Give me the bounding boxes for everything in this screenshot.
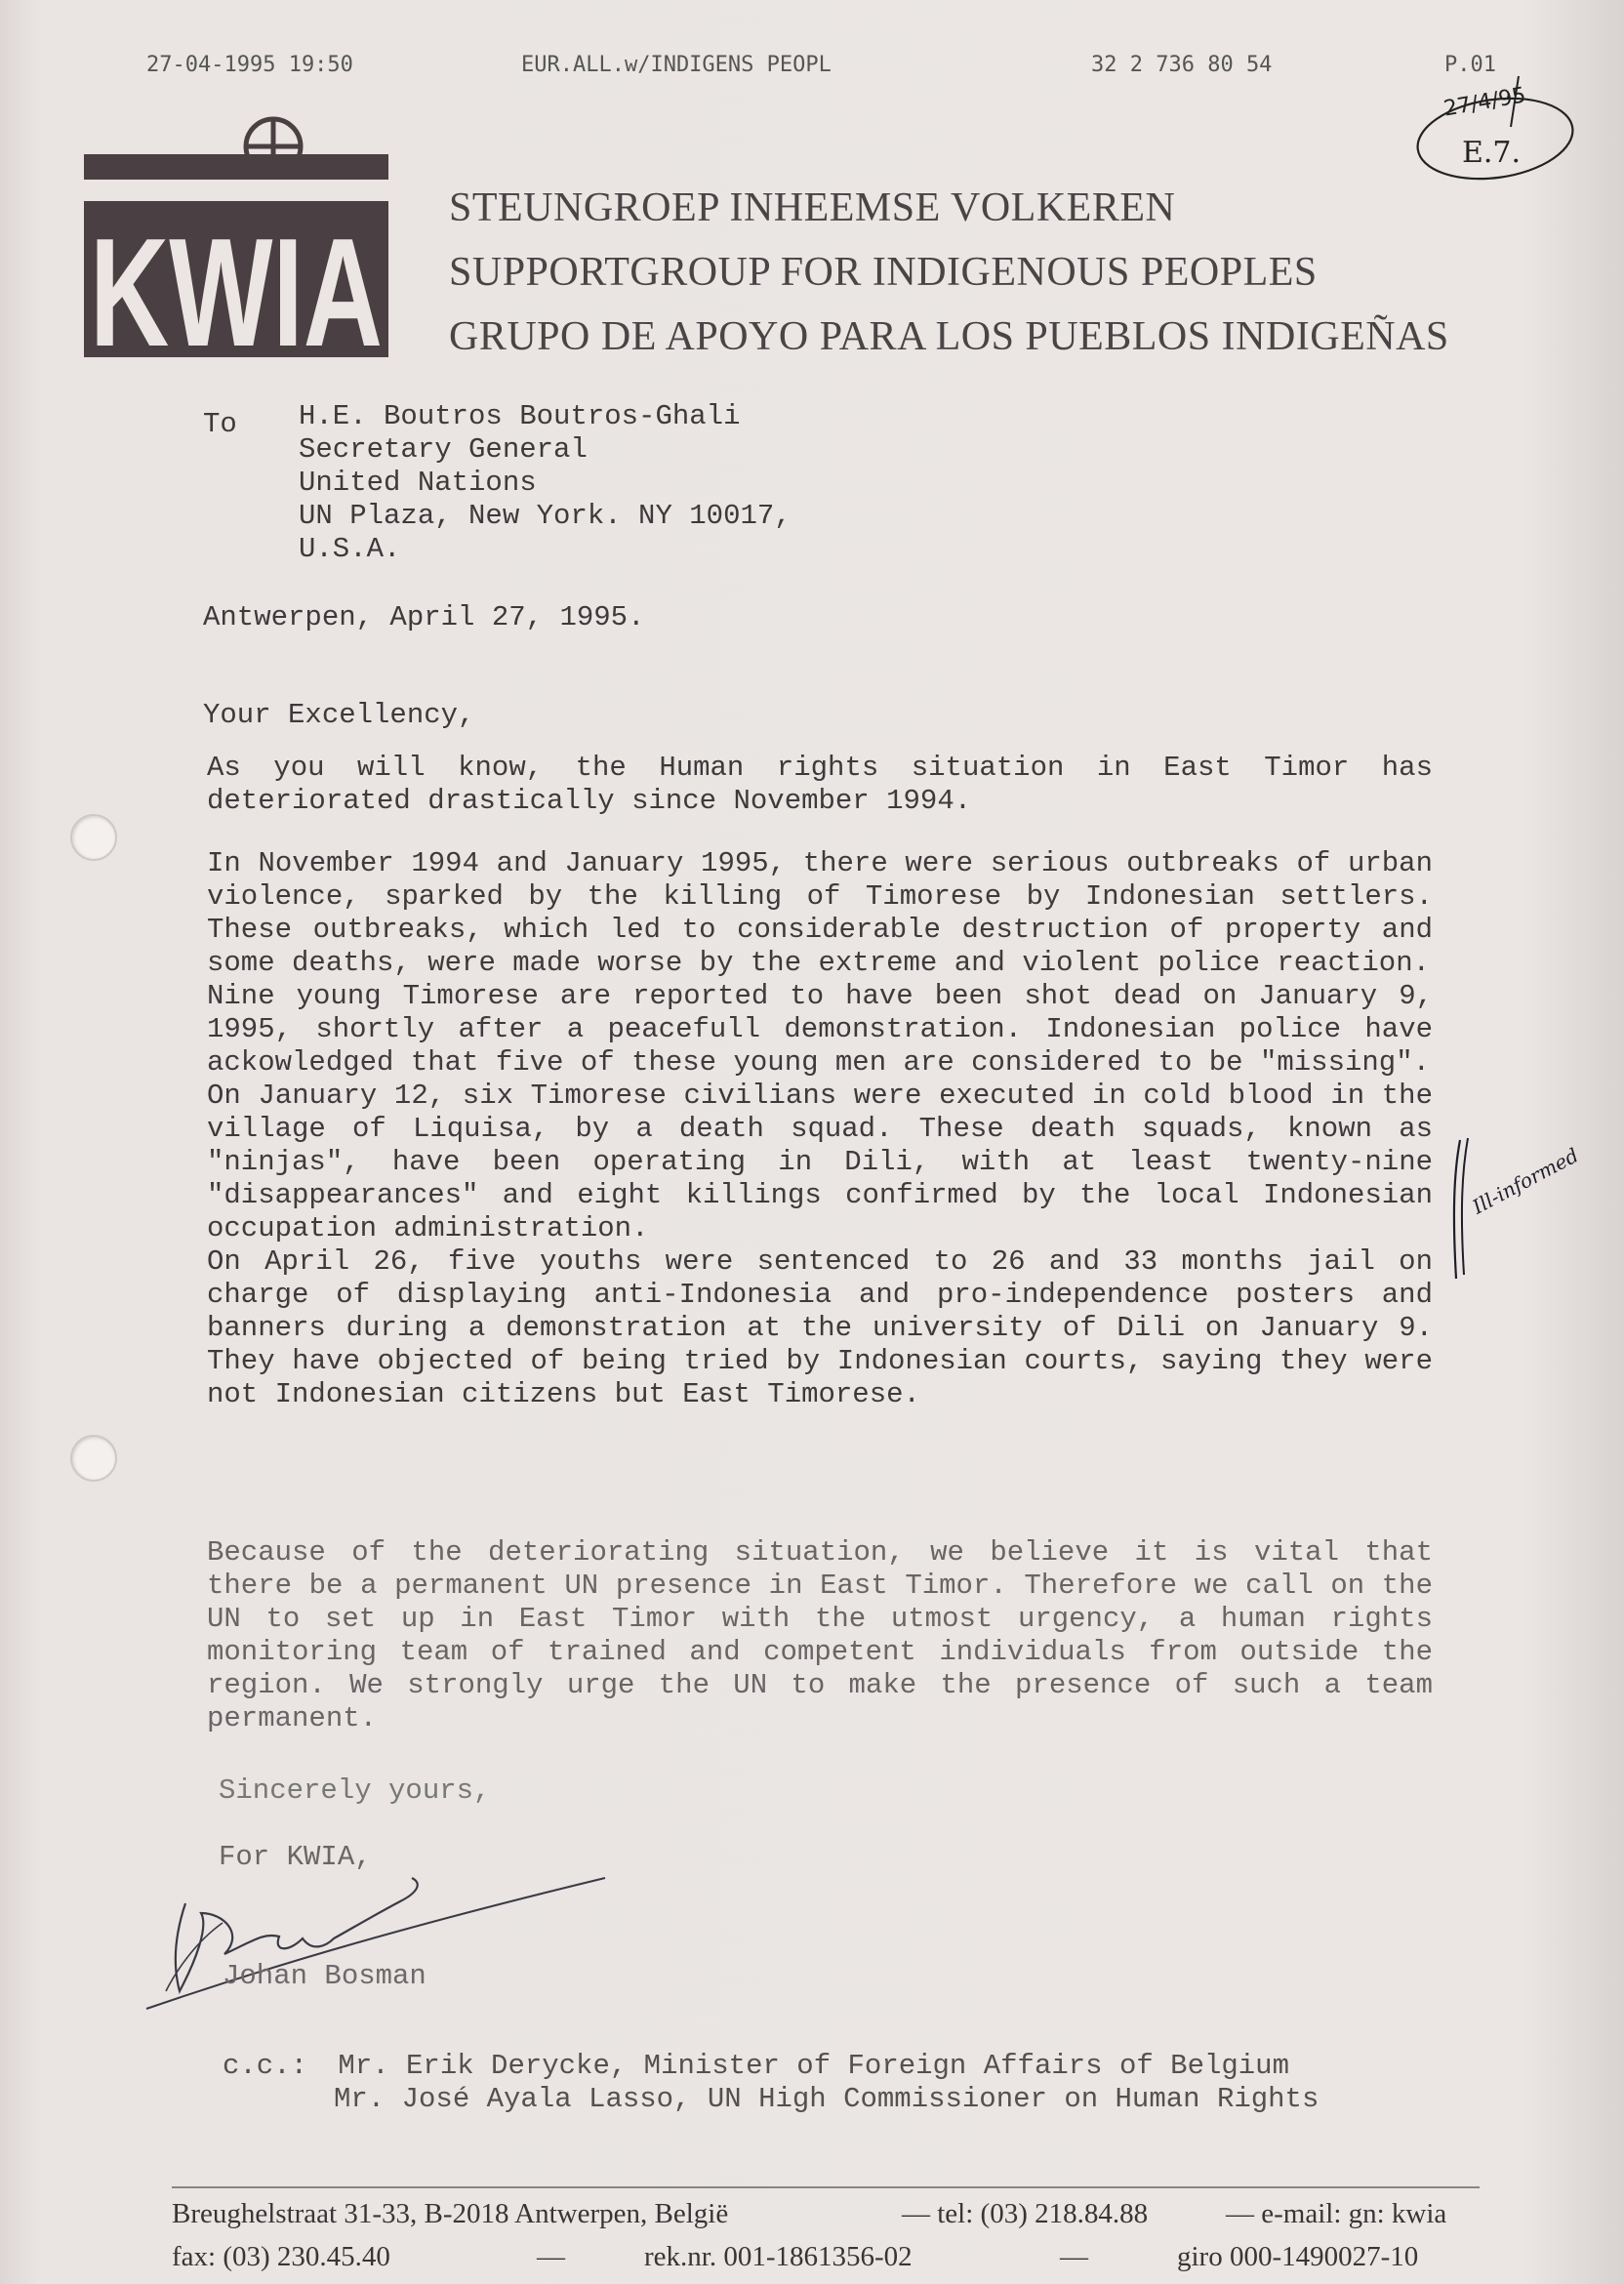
recipient-address [299,400,792,566]
logo-wordmark: KWIA [90,207,383,379]
closing: Sincerely yours, [219,1774,491,1807]
paragraph-text: In November 1994 and January 1995, there were serious outbreaks of urban violence, sparked by the killing of Timorese by Indonesian settlers. These outbreaks, which led to considerable destruction of property and some deaths, were made worse by the extreme and violent police reaction. [207,847,1433,979]
footer-fax: fax: (03) 230.45.40 [172,2241,390,2272]
carbon-copy-list [223,2050,1319,2116]
footer-tel: — tel: (03) 218.84.88 [902,2198,1149,2229]
cc-line-1 [223,2050,1319,2083]
cc-recipient: Mr. Erik Derycke, Minister of Foreign Affairs of Belgium [338,2050,1289,2082]
cc-recipient: Mr. José Ayala Lasso, UN High Commissioner on Human Rights [334,2083,1320,2115]
address-line: U.S.A. [299,533,401,565]
address-line: United Nations [299,467,537,499]
paragraph-text: On January 12, six Timorese civilians were executed in cold blood in the village of Liquisa, by a death squad. These death squads, known as "ninjas", have been operating in Dili, with at least twenty-nine "disappearances" and eight killings confirmed by the local Indonesian occupation administration. [207,1080,1433,1244]
recipient-label: To [203,408,237,440]
footer-divider [172,2186,1480,2188]
signer-name: Johan Bosman [223,1960,426,1992]
fax-page-number: P.01 [1444,53,1496,77]
footer-separator: — [537,2241,565,2272]
salutation: Your Excellency, [203,699,475,731]
address-line: Secretary General [299,433,588,466]
footer-address: Breughelstraat 31-33, B-2018 Antwerpen, België [172,2198,729,2229]
letter-date: Antwerpen, April 27, 1995. [203,601,645,633]
handwritten-signature [107,1845,615,2020]
footer-bank-account: rek.nr. 001-1861356-02 [644,2241,913,2272]
cc-label: c.c.: [223,2050,308,2082]
address-line: UN Plaza, New York. NY 10017, [299,500,792,532]
fax-transmission-header [146,53,1513,82]
punch-hole [70,1435,117,1482]
fax-datetime: 27-04-1995 19:50 [146,53,353,77]
kwia-logo [84,107,392,379]
footer-separator: — [1060,2241,1088,2272]
handwritten-date: 27/4/95 [1441,83,1528,122]
footer-email: — e-mail: gn: kwia [1226,2198,1447,2229]
paragraph-text: Because of the deteriorating situation, we believe it is vital that there be a permanent UN presence in East Timor. Therefore we call on the UN to set up in East Timor with the utmost urgency, a human rights monitoring team of trained and competent individuals from outside the region. We strongly urge the UN to make the presence of such a team permanent. [207,1536,1433,1734]
footer-line-2 [172,2241,1499,2280]
cc-line-2 [223,2083,1319,2116]
footer-line-1 [172,2198,1499,2237]
body-paragraph-3 [207,1536,1433,1735]
org-name-spanish: GRUPO DE APOYO PARA LOS PUEBLOS INDIGEÑAS [449,314,1449,359]
org-name-english: SUPPORTGROUP FOR INDIGENOUS PEOPLES [449,250,1318,295]
paragraph-text: Nine young Timorese are reported to have been shot dead on January 9, 1995, shortly after a peacefull demonstration. Indonesian police have ackowledged that five of these young men are considered to be "missing". [207,980,1433,1079]
for-organization: For KWIA, [219,1841,372,1873]
address-line: H.E. Boutros Boutros-Ghali [299,400,741,432]
handwritten-code: E.7. [1462,136,1522,170]
paragraph-text: On April 26, five youths were sentenced to 26 and 33 months jail on charge of displaying anti-Indonesia and pro-independence posters and banners during a demonstration at the university of Dili on January 9. They have objected of being tried by Indonesian courts, saying they were not Indonesian citizens but East Timorese. [207,1245,1433,1410]
fax-phone: 32 2 736 80 54 [1091,53,1273,77]
paragraph-text: As you will know, the Human rights situation in East Timor has deteriorated drastically since November 1994. [207,752,1433,817]
org-name-dutch: STEUNGROEP INHEEMSE VOLKEREN [449,185,1176,230]
margin-note-text: Ill-informed [1468,1143,1583,1219]
organization-names [449,176,1542,369]
punch-hole [70,814,117,861]
fax-sender-id: EUR.ALL.w/INDIGENS PEOPL [521,53,832,77]
footer-giro: giro 000-1490027-10 [1177,2241,1419,2272]
handwritten-margin-note [1435,1132,1583,1288]
body-paragraph-1 [207,752,1433,818]
body-paragraph-2 [207,847,1433,1411]
